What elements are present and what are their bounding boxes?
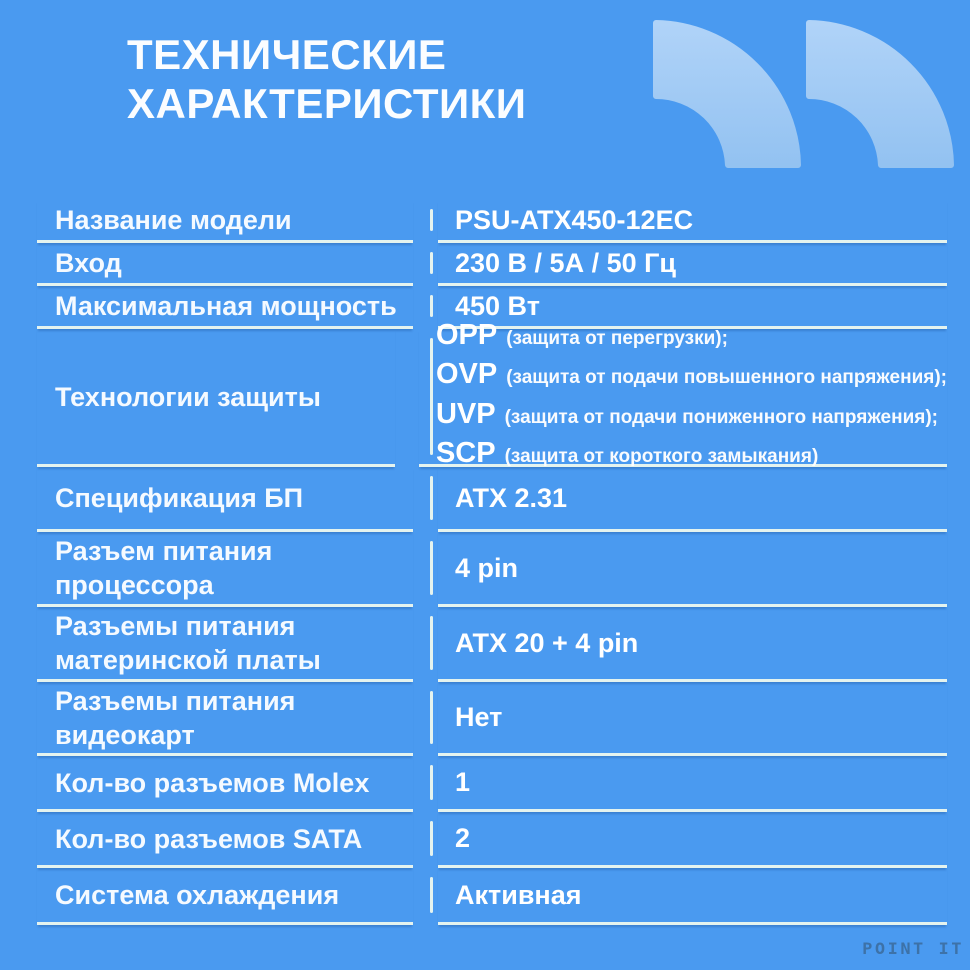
- table-row: [37, 200, 947, 243]
- spec-value-cell: [438, 607, 947, 682]
- spec-value-cell: [438, 532, 947, 607]
- column-gap: [413, 682, 438, 756]
- spec-label: Спецификация БП: [55, 483, 304, 513]
- protection-desc: (защита от перегрузки);: [506, 327, 728, 349]
- spec-label: Технологии защиты: [55, 381, 321, 412]
- column-gap: [413, 607, 438, 682]
- spec-value: PSU-ATX450-12EC: [455, 204, 694, 235]
- protection-abbr: OVP: [435, 358, 498, 390]
- spec-label: Максимальная мощность: [55, 291, 397, 321]
- quote-marks-icon: [653, 20, 954, 173]
- spec-value-cell: [419, 318, 947, 469]
- column-gap: [413, 467, 438, 532]
- spec-label: Разъемы питания материнской платы: [55, 611, 321, 675]
- spec-label-cell: [37, 243, 413, 286]
- table-row: [37, 467, 947, 532]
- column-gap: [395, 329, 419, 467]
- spec-value: 2: [455, 823, 471, 853]
- column-gap: [413, 812, 438, 868]
- table-row: [37, 318, 947, 469]
- column-gap: [413, 532, 438, 607]
- spec-label-cell: [37, 682, 413, 756]
- spec-value: 230 В / 5А / 50 Гц: [455, 247, 677, 278]
- spec-label-cell: [37, 532, 413, 607]
- spec-label-cell: [37, 812, 413, 868]
- spec-value: Нет: [455, 702, 503, 732]
- table-row: [37, 812, 947, 868]
- spec-label-cell: [37, 200, 413, 243]
- protection-item: [436, 397, 947, 437]
- page-title: [127, 30, 527, 128]
- spec-value-cell: [438, 243, 947, 286]
- spec-label: Название модели: [55, 205, 292, 235]
- spec-table: [37, 200, 947, 925]
- spec-value-cell: [438, 756, 947, 812]
- protection-desc: (защита от короткого замыкания): [504, 446, 819, 467]
- protection-desc: (защита от подачи повышенного напряжения);: [506, 367, 947, 388]
- spec-label-cell: [37, 868, 413, 925]
- protection-item: [436, 357, 947, 397]
- spec-label: Кол-во разъемов SATA: [55, 823, 363, 854]
- page-title-line2: ХАРАКТЕРИСТИКИ: [127, 80, 527, 127]
- spec-label: Система охлаждения: [55, 880, 340, 910]
- spec-value: 450 Вт: [455, 290, 540, 321]
- spec-value: ATX 2.31: [455, 482, 568, 513]
- spec-label-cell: [37, 756, 413, 812]
- spec-label-cell: [37, 467, 413, 532]
- protection-item: [436, 318, 947, 358]
- spec-value: 1: [455, 767, 471, 797]
- spec-label: Разъем питания процессора: [55, 536, 273, 600]
- watermark: POINT IT: [862, 939, 964, 959]
- column-gap: [413, 243, 438, 286]
- table-row: [37, 243, 947, 286]
- protection-abbr: SCP: [435, 437, 496, 469]
- spec-value-cell: [438, 812, 947, 868]
- spec-label-cell: [37, 329, 395, 467]
- column-gap: [413, 756, 438, 812]
- spec-value: Активная: [455, 879, 582, 910]
- table-row: [37, 756, 947, 812]
- spec-label: Кол-во разъемов Molex: [55, 767, 370, 798]
- spec-label-cell: [37, 607, 413, 682]
- spec-label: Разъемы питания видеокарт: [55, 685, 296, 750]
- table-row: [37, 607, 947, 682]
- double-quote-icon: [653, 20, 954, 168]
- spec-value-cell: [438, 868, 947, 925]
- spec-value-cell: [438, 682, 947, 756]
- spec-value: ATX 20 + 4 pin: [455, 627, 639, 658]
- spec-value-cell: [438, 200, 947, 243]
- table-row: [37, 868, 947, 925]
- table-row: [37, 532, 947, 607]
- table-row: [37, 682, 947, 756]
- protection-abbr: UVP: [435, 397, 496, 430]
- spec-value: 4 pin: [455, 552, 519, 583]
- protection-desc: (защита от подачи пониженного напряжения);: [504, 406, 939, 428]
- page-title-line1: ТЕХНИЧЕСКИЕ: [127, 31, 447, 78]
- spec-value-cell: [438, 467, 947, 532]
- protection-list: [436, 318, 947, 476]
- protection-abbr: OPP: [435, 318, 498, 351]
- column-gap: [413, 286, 438, 329]
- column-gap: [413, 868, 438, 925]
- spec-label: Вход: [55, 248, 122, 278]
- spec-label-cell: [37, 286, 413, 329]
- column-gap: [413, 200, 438, 243]
